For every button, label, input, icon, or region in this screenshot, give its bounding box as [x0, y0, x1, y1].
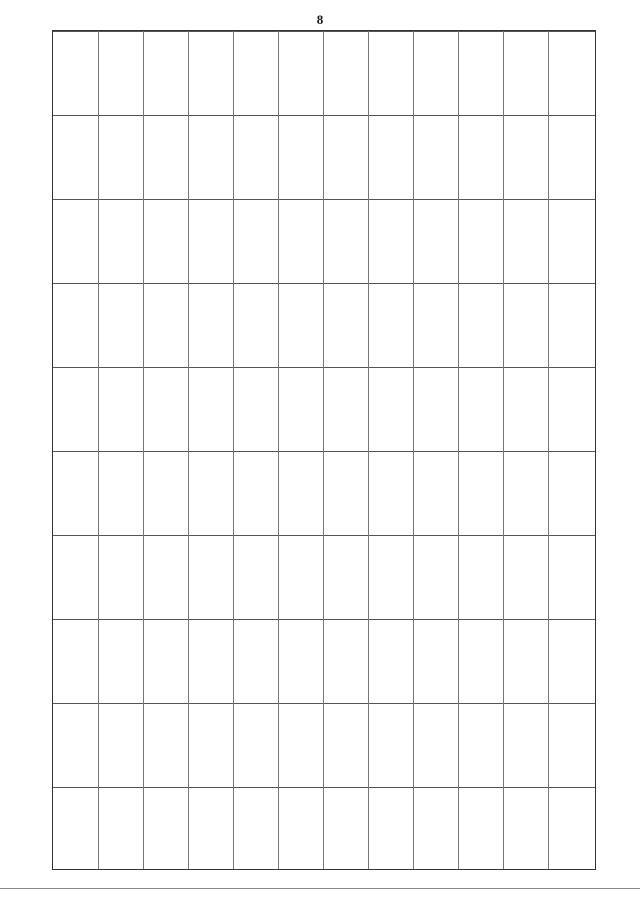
table-column: [323, 31, 324, 869]
table-band: [53, 787, 595, 788]
scan-edge: [0, 888, 640, 889]
table-column: [188, 31, 189, 869]
table-band: [53, 451, 595, 452]
table-band: [53, 703, 595, 704]
table-column: [413, 31, 414, 869]
table-column: [233, 31, 234, 869]
table-band: [53, 367, 595, 368]
table-band: [53, 199, 595, 200]
table-column: [458, 31, 459, 869]
table-band: [53, 619, 595, 620]
table-column: [548, 31, 549, 869]
table-band: [53, 283, 595, 284]
table-column: [278, 31, 279, 869]
table-column: [98, 31, 99, 869]
table-band: [53, 115, 595, 116]
rotated-table: [52, 30, 596, 870]
page-number: 8: [316, 12, 324, 27]
table-column: [368, 31, 369, 869]
table-band: [53, 535, 595, 536]
table-column: [503, 31, 504, 869]
table-column: [143, 31, 144, 869]
table-band: [53, 31, 595, 32]
